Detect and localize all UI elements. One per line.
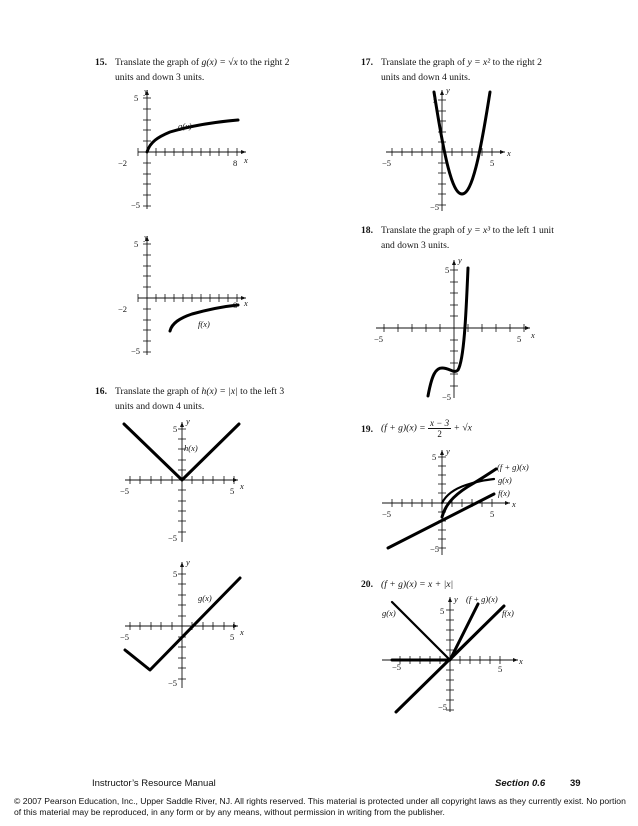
svg-text:5: 5 — [490, 158, 495, 168]
problem-number: 18. — [361, 225, 373, 236]
problem-16: 16. Translate the graph of h(x) = |x| to the left 3 units and down 4 units. — [95, 386, 285, 412]
problem-number: 20. — [361, 579, 373, 590]
svg-text:5: 5 — [498, 664, 503, 674]
svg-text:x: x — [244, 155, 248, 165]
svg-text:−5: −5 — [382, 158, 392, 168]
svg-text:y: y — [186, 416, 190, 426]
graph-18 — [370, 256, 540, 404]
svg-text:−5: −5 — [392, 662, 402, 672]
graph-16-original — [110, 418, 260, 548]
svg-text:−5: −5 — [374, 334, 384, 344]
label-f-plus-g: (f + g)(x) — [497, 462, 529, 472]
svg-text:−5: −5 — [120, 632, 130, 642]
svg-text:x: x — [240, 481, 244, 491]
curve-f — [388, 494, 494, 548]
curve-f-plus-g — [392, 604, 478, 660]
problem-17: 17. Translate the graph of y = x² to the right 2 units and down 4 units. — [361, 57, 542, 83]
curve-label: f(x) — [198, 319, 210, 329]
copyright-notice: © 2007 Pearson Education, Inc., Upper Saddle River, NJ. All rights reserved. This material is protected under all copyright laws as they currently exist. No portion of this material may be reproduced, in any form or by any means, without permission in writing from the publisher. — [14, 796, 626, 817]
curve-label: g(x) — [198, 593, 212, 603]
problem-number: 15. — [95, 57, 107, 68]
svg-text:−5: −5 — [438, 702, 448, 712]
svg-text:x: x — [244, 298, 248, 308]
curve-h — [124, 424, 239, 480]
problem-15: 15. Translate the graph of g(x) = √x to the right 2 units and down 3 units. — [95, 57, 290, 83]
svg-text:5: 5 — [440, 606, 445, 616]
svg-text:5: 5 — [433, 95, 438, 105]
svg-text:−5: −5 — [168, 533, 178, 543]
math-expression: (f + g)(x) = x + |x| — [381, 579, 454, 590]
svg-text:y: y — [458, 255, 462, 265]
svg-text:−5: −5 — [120, 486, 130, 496]
svg-text:−5: −5 — [131, 346, 141, 356]
math-expression: y = x³ — [467, 225, 491, 236]
svg-text:y: y — [454, 594, 458, 604]
svg-text:5: 5 — [173, 569, 178, 579]
graph-15-translated — [110, 230, 270, 360]
svg-text:−5: −5 — [442, 392, 452, 402]
graph-20 — [378, 594, 538, 716]
label-f: f(x) — [502, 608, 514, 618]
problem-number: 19. — [361, 424, 373, 435]
curve-g — [392, 602, 502, 660]
svg-text:5: 5 — [490, 509, 495, 519]
footer-page-number: 39 — [570, 778, 581, 789]
problem-19: 19. (f + g)(x) = $\frac{x - 3}{2}$ + √x — [361, 418, 472, 439]
graph-17 — [378, 86, 518, 216]
curve-cubic — [428, 268, 468, 396]
label-f-plus-g: (f + g)(x) — [466, 594, 498, 604]
svg-text:x: x — [519, 656, 523, 666]
svg-text:5: 5 — [134, 239, 139, 249]
label-g: g(x) — [498, 475, 512, 485]
math-expression: y = x² — [467, 57, 491, 68]
svg-text:5: 5 — [230, 486, 235, 496]
svg-text:5: 5 — [134, 93, 139, 103]
svg-text:y: y — [144, 86, 148, 96]
svg-text:5: 5 — [445, 265, 450, 275]
svg-text:−5: −5 — [168, 678, 178, 688]
problem-number: 17. — [361, 57, 373, 68]
svg-text:−2: −2 — [118, 304, 128, 314]
graph-15-original — [110, 84, 270, 214]
svg-text:x: x — [531, 330, 535, 340]
svg-text:x: x — [507, 148, 511, 158]
svg-text:x: x — [240, 627, 244, 637]
math-expression: h(x) = |x| — [201, 386, 238, 397]
svg-text:5: 5 — [173, 424, 178, 434]
curve-g — [125, 578, 240, 670]
svg-text:−2: −2 — [118, 158, 128, 168]
curve-label: g(x) — [178, 121, 192, 131]
svg-text:−5: −5 — [131, 200, 141, 210]
graph-16-translated — [110, 558, 260, 693]
problem-20 — [361, 577, 601, 595]
svg-text:y: y — [446, 85, 450, 95]
curve-g — [147, 120, 238, 152]
fraction: $\frac{x - 3}{2}$ — [430, 418, 450, 439]
label-f: f(x) — [498, 488, 510, 498]
svg-text:y: y — [144, 232, 148, 242]
svg-text:8: 8 — [233, 158, 238, 168]
svg-text:−5: −5 — [382, 509, 392, 519]
footer-section: Section 0.6 — [495, 778, 546, 789]
problem-number: 16. — [95, 386, 107, 397]
svg-text:x: x — [512, 499, 516, 509]
svg-text:5: 5 — [517, 334, 522, 344]
svg-text:y: y — [186, 557, 190, 567]
svg-text:5: 5 — [230, 632, 235, 642]
problem-18: 18. Translate the graph of y = x³ to the left 1 unit and down 3 units. — [361, 225, 554, 251]
svg-text:5: 5 — [432, 452, 437, 462]
svg-text:−5: −5 — [430, 202, 440, 212]
label-g: g(x) — [382, 608, 396, 618]
svg-text:8: 8 — [233, 300, 238, 310]
footer-manual-title: Instructor’s Resource Manual — [92, 778, 216, 789]
math-expression: g(x) = √x — [201, 57, 238, 68]
svg-text:y: y — [446, 446, 450, 456]
curve-label: h(x) — [184, 443, 198, 453]
svg-text:−5: −5 — [430, 544, 440, 554]
graph-19 — [378, 447, 538, 559]
